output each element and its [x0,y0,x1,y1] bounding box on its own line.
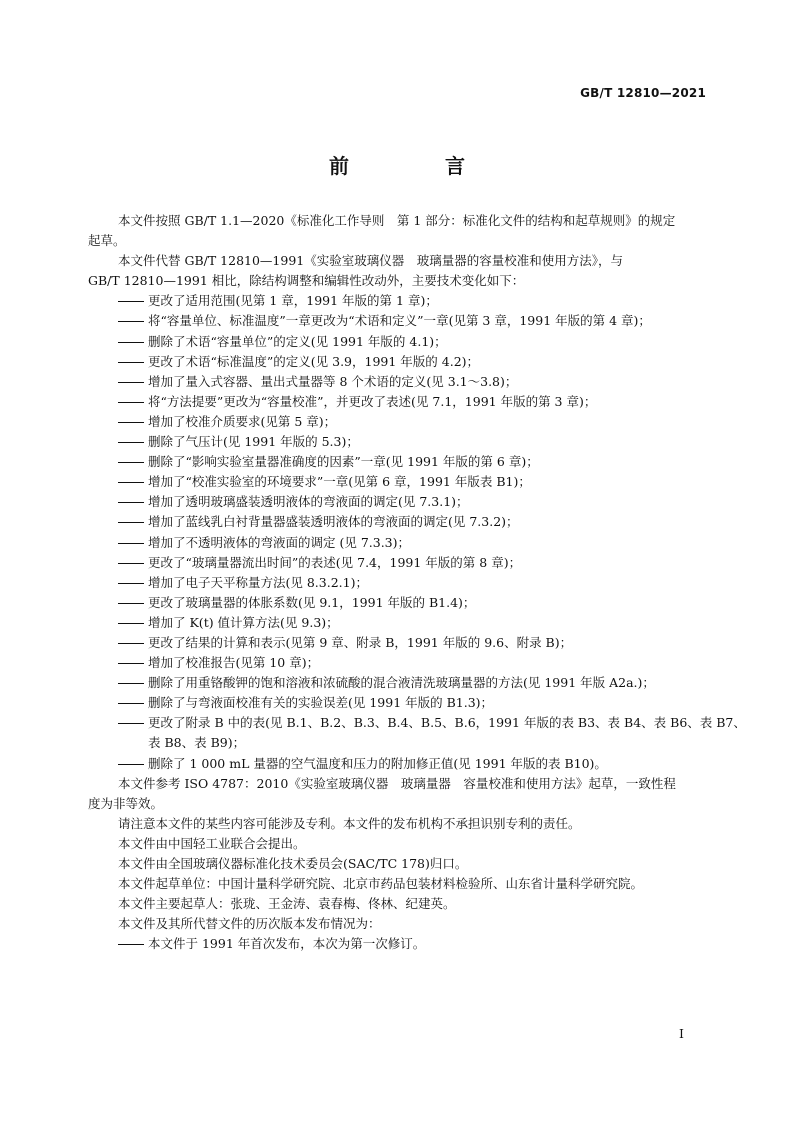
change-item: 更改了结果的计算和表示(见第 9 章、附录 B，1991 年版的 9.6、附录 B)； [148,634,573,650]
drafters-paragraph: 本文件主要起草人：张珑、王金涛、袁春梅、佟林、纪建英。 [118,896,456,912]
change-item: 删除了“影响实验室量器准确度的因素”一章(见 1991 年版的第 6 章)； [148,454,539,470]
change-item-line: 更改了附录 B 中的表(见 B.1、B.2、B.3、B.4、B.5、B.6，1991 年版的表 B3、表 B4、表 B6、表 B7、 [148,715,746,731]
change-item: 更改了“玻璃量器流出时间”的表述(见 7.4，1991 年版的第 8 章)； [148,554,522,570]
change-item: 增加了校准报告(见第 10 章)； [148,655,320,671]
change-item: 更改了术语“标准温度”的定义(见 3.9，1991 年版的 4.2)； [148,353,480,369]
intro-paragraph-line: 起草。 [88,233,126,249]
change-item: 增加了电子天平称量方法(见 8.3.2.1)； [148,574,368,590]
page-number: I [679,1026,684,1041]
change-item: 增加了透明玻璃盛装透明液体的弯液面的调定(见 7.3.1)； [148,494,469,510]
change-item: 增加了“校准实验室的环境要求”一章(见第 6 章，1991 年版表 B1)； [148,474,531,490]
page-title: 前 言 [329,154,503,178]
change-item: 增加了校准介质要求(见第 5 章)； [148,413,337,429]
history-item: 本文件于 1991 年首次发布，本次为第一次修订。 [148,936,426,952]
proposer-paragraph: 本文件由中国轻工业联合会提出。 [118,835,306,851]
standard-number: GB/T 12810—2021 [580,86,706,100]
change-item: 增加了 K(t) 值计算方法(见 9.3)； [148,614,339,630]
intro-paragraph-line: 本文件按照 GB/T 1.1—2020《标准化工作导则 第 1 部分：标准化文件的结构和起草规则》的规定 [118,213,676,228]
history-intro-paragraph: 本文件及其所代替文件的历次版本发布情况为： [118,916,381,932]
change-item: 更改了玻璃量器的体胀系数(见 9.1，1991 年版的 B1.4)； [148,594,476,610]
change-item: 将“容量单位、标准温度”一章更改为“术语和定义”一章(见第 3 章，1991 年版的第 4 章)； [148,313,651,329]
change-item: 删除了用重铬酸钾的饱和溶液和浓硫酸的混合液清洗玻璃量器的方法(见 1991 年版 A2a.)； [148,675,655,691]
change-item: 删除了术语“容量单位”的定义(见 1991 年版的 4.1)； [148,333,447,349]
change-item: 更改了适用范围(见第 1 章，1991 年版的第 1 章)； [148,293,438,309]
patent-notice: 请注意本文件的某些内容可能涉及专利。本文件的发布机构不承担识别专利的责任。 [118,815,581,831]
change-item: 删除了 1 000 mL 量器的空气温度和压力的附加修正值(见 1991 年版的表 B10)。 [148,755,607,771]
change-item: 增加了蓝线乳白衬背量器盛装透明液体的弯液面的调定(见 7.3.2)； [148,514,519,530]
change-item: 增加了不透明液体的弯液面的调定 (见 7.3.3)； [148,534,411,550]
document-body [88,211,746,954]
reference-paragraph-line: 度为非等效。 [88,795,164,811]
change-item: 将“方法提要”更改为“容量校准”，并更改了表述(见 7.1，1991 年版的第 3 章)； [148,393,597,409]
change-item: 删除了气压计(见 1991 年版的 5.3)； [148,434,359,450]
change-item-line: 表 B8、表 B9)； [148,735,246,751]
replacement-paragraph-line: 本文件代替 GB/T 12810—1991《实验室玻璃仪器 玻璃量器的容量校准和使用方法》，与 [118,253,623,269]
committee-paragraph: 本文件由全国玻璃仪器标准化技术委员会(SAC/TC 178)归口。 [118,856,468,871]
change-item: 删除了与弯液面校准有关的实验误差(见 1991 年版的 B1.3)； [148,695,494,711]
drafting-units-paragraph: 本文件起草单位：中国计量科学研究院、北京市药品包装材料检验所、山东省计量科学研究院。 [118,876,644,892]
change-item: 增加了量入式容器、量出式量器等 8 个术语的定义(见 3.1～3.8)； [148,373,518,389]
change-item [118,713,746,753]
reference-paragraph-line: 本文件参考 ISO 4787：2010《实验室玻璃仪器 玻璃量器 容量校准和使用方法》起草，一致性程 [118,775,676,791]
replacement-paragraph-line: GB/T 12810—1991 相比，除结构调整和编辑性改动外，主要技术变化如下： [88,273,525,289]
changes-list [118,291,746,773]
